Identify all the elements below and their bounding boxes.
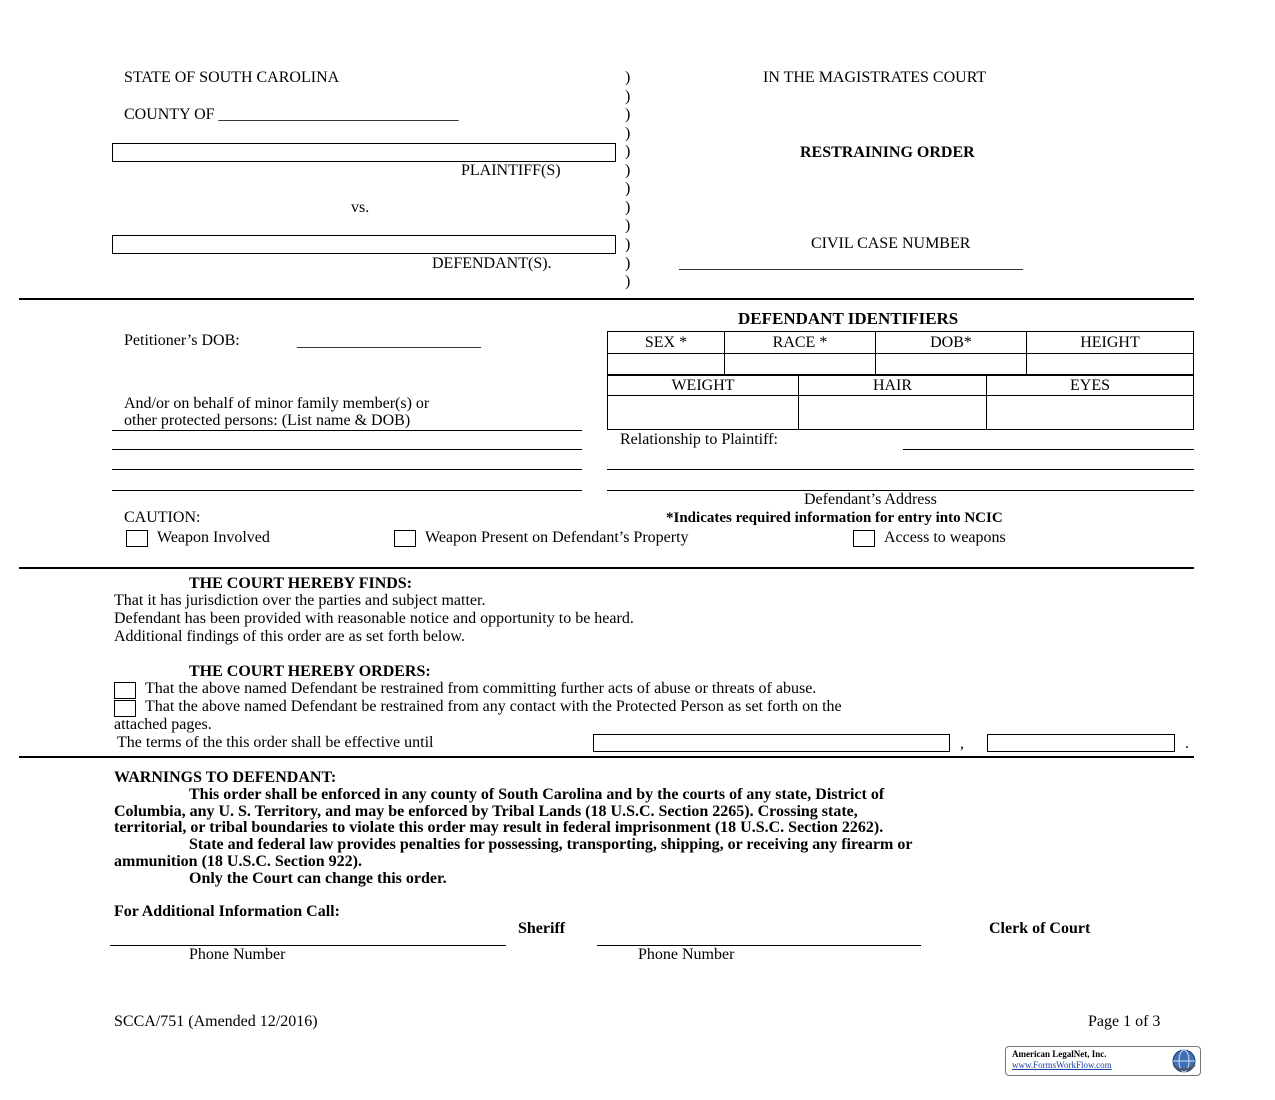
minor-members-line[interactable] — [112, 449, 582, 450]
order-abuse-checkbox[interactable] — [114, 682, 136, 699]
minor-members-line[interactable] — [112, 490, 582, 491]
ncic-note: *Indicates required information for entry into NCIC — [666, 510, 1003, 526]
sheriff-label: Sheriff — [518, 920, 566, 937]
warning-text: Only the Court can change this order. — [189, 870, 447, 887]
warning-text: Columbia, any U. S. Territory, and may be enforced by Tribal Lands (18 U.S.C. Section 2265). Crossing state, — [114, 803, 858, 820]
plaintiff-field[interactable] — [112, 143, 616, 162]
hair-field[interactable] — [799, 396, 987, 430]
paren: ) — [625, 106, 631, 123]
warning-text: State and federal law provides penalties for possessing, transporting, shipping, or receiving any firearm or — [189, 836, 913, 853]
paren: ) — [625, 69, 631, 86]
finds-heading: THE COURT HEREBY FINDS: — [189, 575, 413, 592]
globe-icon — [1171, 1048, 1197, 1074]
dob-header: DOB* — [876, 332, 1027, 354]
court-name: IN THE MAGISTRATES COURT — [763, 69, 987, 86]
paren: ) — [625, 236, 631, 253]
weapon-involved-checkbox[interactable] — [126, 530, 148, 547]
access-weapons-label: Access to weapons — [884, 529, 1006, 546]
paren: ) — [625, 88, 631, 105]
clerk-label: Clerk of Court — [989, 920, 1091, 937]
weapon-involved-label: Weapon Involved — [157, 529, 270, 546]
order-contact-checkbox[interactable] — [114, 700, 136, 717]
order-contact-text-cont: attached pages. — [114, 716, 212, 733]
paren: ) — [625, 162, 631, 179]
hair-header: HAIR — [799, 376, 987, 396]
finds-line: Defendant has been provided with reasonable notice and opportunity to be heard. — [114, 610, 634, 627]
warning-text: territorial, or tribal boundaries to violate this order may result in federal imprisonment (18 U.S.C. Section 2262). — [114, 819, 884, 836]
petitioner-dob-label: Petitioner’s DOB: — [124, 332, 240, 349]
plaintiff-label: PLAINTIFF(S) — [461, 162, 561, 179]
sheriff-phone-field[interactable] — [110, 945, 506, 946]
paren: ) — [625, 255, 631, 272]
page-number: Page 1 of 3 — [1088, 1013, 1161, 1030]
weapon-present-checkbox[interactable] — [394, 530, 416, 547]
form-id: SCCA/751 (Amended 12/2016) — [114, 1013, 318, 1030]
section-divider — [19, 567, 1194, 569]
contact-heading: For Additional Information Call: — [114, 903, 340, 920]
weapon-present-label: Weapon Present on Defendant’s Property — [425, 529, 689, 546]
paren: ) — [625, 273, 631, 290]
logo-name: American LegalNet, Inc. — [1012, 1049, 1107, 1059]
order-abuse-text: That the above named Defendant be restrained from committing further acts of abuse or threats of abuse. — [145, 680, 817, 697]
orders-heading: THE COURT HEREBY ORDERS: — [189, 663, 431, 680]
comma: , — [960, 735, 964, 752]
height-field[interactable] — [1027, 354, 1194, 375]
versus-text: vs. — [351, 199, 370, 216]
sex-header: SEX * — [608, 332, 725, 354]
dob-field[interactable] — [876, 354, 1027, 375]
minor-members-line1: And/or on behalf of minor family member(s) or — [124, 395, 430, 412]
weight-header: WEIGHT — [608, 376, 799, 396]
warning-text: ammunition (18 U.S.C. Section 922). — [114, 853, 363, 870]
defendant-field[interactable] — [112, 235, 616, 254]
finds-line: Additional findings of this order are as set forth below. — [114, 628, 465, 645]
address-label: Defendant’s Address — [804, 491, 937, 508]
finds-line: That it has jurisdiction over the parties and subject matter. — [114, 592, 486, 609]
defendant-label: DEFENDANT(S). — [432, 255, 552, 272]
identifiers-title: DEFENDANT IDENTIFIERS — [738, 309, 959, 328]
paren: ) — [625, 199, 631, 216]
minor-members-underline — [112, 430, 582, 431]
caution-label: CAUTION: — [124, 509, 201, 526]
sex-field[interactable] — [608, 354, 725, 375]
identifiers-table-bottom — [607, 375, 1194, 430]
height-header: HEIGHT — [1027, 332, 1194, 354]
county-line: COUNTY OF ______________________________ — [124, 106, 459, 123]
sheriff-phone-label: Phone Number — [189, 946, 286, 963]
paren: ) — [625, 180, 631, 197]
document-title: RESTRAINING ORDER — [800, 144, 975, 161]
address-line[interactable] — [607, 469, 1194, 470]
section-divider — [19, 298, 1194, 300]
eyes-field[interactable] — [987, 396, 1194, 430]
weight-field[interactable] — [608, 396, 799, 430]
identifiers-table-top — [607, 331, 1194, 375]
paren: ) — [625, 143, 631, 160]
warnings-heading: WARNINGS TO DEFENDANT: — [114, 769, 337, 786]
case-number-label: CIVIL CASE NUMBER — [811, 235, 971, 252]
eyes-header: EYES — [987, 376, 1194, 396]
effective-date-field[interactable] — [593, 734, 950, 752]
state-name: STATE OF SOUTH CAROLINA — [124, 69, 340, 86]
minor-members-line[interactable] — [112, 469, 582, 470]
access-weapons-checkbox[interactable] — [853, 530, 875, 547]
clerk-phone-label: Phone Number — [638, 946, 735, 963]
order-contact-text: That the above named Defendant be restrained from any contact with the Protected Person as set forth on the — [145, 698, 842, 715]
warning-text: This order shall be enforced in any county of South Carolina and by the courts of any state, District of — [189, 786, 885, 803]
relationship-field[interactable] — [903, 449, 1194, 450]
logo-link[interactable]: www.FormsWorkFlow.com — [1012, 1060, 1112, 1070]
case-number-field[interactable]: ___________________________________________ — [679, 255, 1023, 272]
paren: ) — [625, 217, 631, 234]
paren: ) — [625, 125, 631, 142]
section-divider — [19, 756, 1194, 758]
period: . — [1185, 735, 1189, 752]
race-field[interactable] — [725, 354, 876, 375]
publisher-logo — [1005, 1046, 1201, 1076]
race-header: RACE * — [725, 332, 876, 354]
relationship-label: Relationship to Plaintiff: — [620, 431, 778, 448]
minor-members-line2: other protected persons: (List name & DOB) — [124, 412, 411, 429]
effective-year-field[interactable] — [987, 734, 1175, 752]
effective-until-label: The terms of the this order shall be effective until — [117, 734, 434, 751]
petitioner-dob-field[interactable]: _______________________ — [297, 333, 481, 350]
